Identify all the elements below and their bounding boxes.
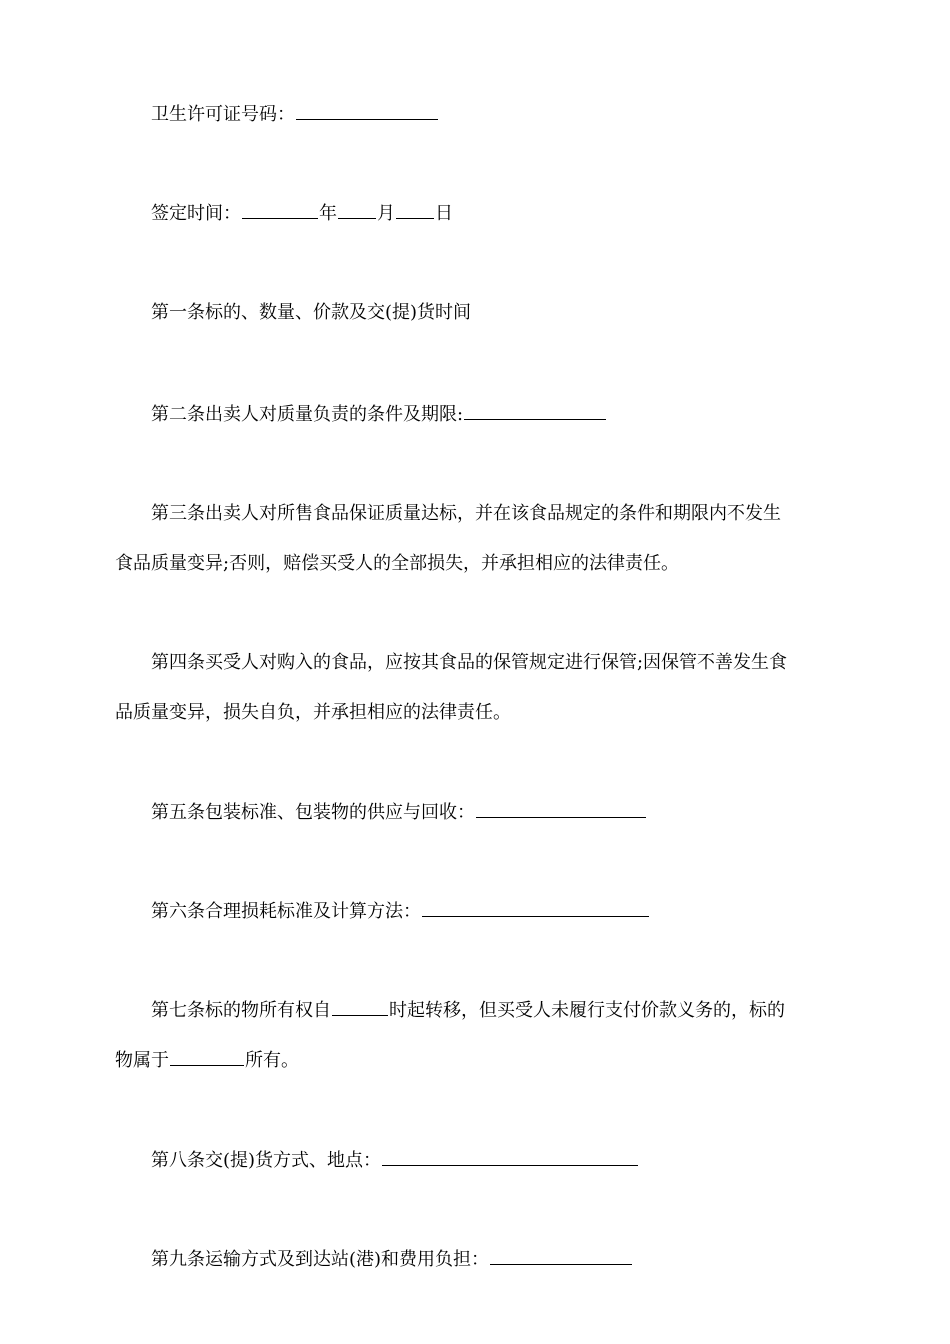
article-2-blank [464,405,606,420]
article-2 [115,390,876,440]
article-7 [115,986,840,1086]
article-4-line-1: 第四条买受人对购入的食品，应按其食品的保管规定进行保管;因保管不善发生食 [151,652,788,673]
month-blank [338,204,376,219]
article-7-part-c: 物属于 [115,1050,169,1071]
article-3-line-1: 第三条出卖人对所售食品保证质量达标，并在该食品规定的条件和期限内不发生 [151,503,781,524]
article-1 [115,288,876,338]
year-blank [242,204,318,219]
day-blank [396,204,434,219]
article-7-time-blank [332,1001,388,1016]
article-4-line-2: 品质量变异，损失自负，并承担相应的法律责任。 [115,702,511,723]
article-3 [115,489,840,589]
article-5-blank [476,803,646,818]
article-5-label: 第五条包装标准、包装物的供应与回收： [151,802,475,823]
article-8-blank [382,1151,638,1166]
article-6-blank [422,902,649,917]
year-label: 年 [319,203,337,224]
article-7-part-d: 所有。 [245,1050,299,1071]
article-4 [115,638,840,738]
article-6-label: 第六条合理损耗标准及计算方法： [151,901,421,922]
article-2-label: 第二条出卖人对质量负责的条件及期限: [151,404,464,425]
article-3-line-2: 食品质量变异;否则，赔偿买受人的全部损失，并承担相应的法律责任。 [115,553,680,574]
license-number-line [115,90,876,140]
day-label: 日 [435,203,453,224]
license-blank [296,105,438,120]
signing-label: 签定时间： [151,203,241,224]
signing-date-line [115,189,876,239]
article-7-line-2 [115,1036,840,1086]
article-9-blank [490,1250,632,1265]
month-label: 月 [377,203,395,224]
article-9 [115,1235,876,1285]
article-7-owner-blank [170,1051,244,1066]
article-9-label: 第九条运输方式及到达站(港)和费用负担： [151,1249,490,1270]
article-6 [115,887,876,937]
license-label: 卫生许可证号码： [151,104,295,125]
article-8-label: 第八条交(提)货方式、地点： [151,1150,382,1171]
article-5 [115,788,876,838]
article-1-text: 第一条标的、数量、价款及交(提)货时间 [151,302,472,323]
article-7-line-1 [115,986,840,1036]
article-8 [115,1136,876,1186]
article-7-part-a: 第七条标的物所有权自 [151,1000,331,1021]
article-7-part-b: 时起转移，但买受人未履行支付价款义务的，标的 [389,1000,785,1021]
